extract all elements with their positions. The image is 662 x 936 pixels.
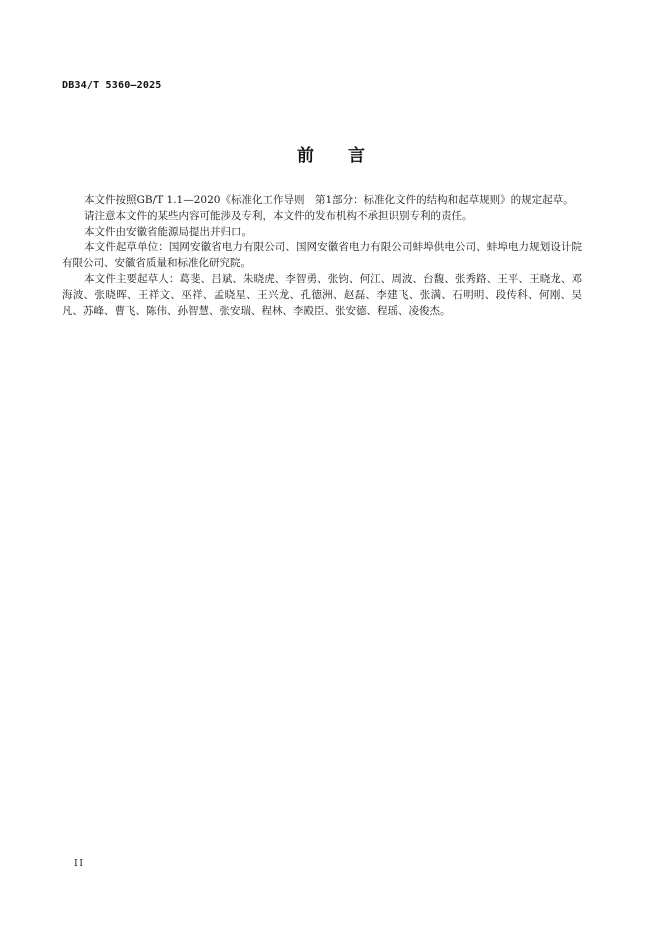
preface-body bbox=[62, 193, 582, 319]
paragraph-proposer: 本文件由安徽省能源局提出并归口。 bbox=[84, 225, 253, 238]
paragraph-drafting-rules: 本文件按照GB/T 1.1—2020《标准化工作导则 第1部分：标准化文件的结构和起草规则》的规定起草。 bbox=[84, 194, 574, 206]
paragraph-drafting-units: 本文件起草单位：国网安徽省电力有限公司、国网安徽省电力有限公司蚌埠供电公司、蚌埠电力规划设计院有限公司、安徽省质量和标准化研究院。 bbox=[62, 241, 582, 270]
preface-title: 前 言 bbox=[297, 146, 365, 166]
document-number-header: DB34/T 5360—2025 bbox=[62, 80, 162, 91]
paragraph-main-drafters: 本文件主要起草人：葛斐、吕斌、朱晓虎、李智勇、张钧、何江、周波、台馥、张秀路、王平、王晓龙、邓海波、张晓晖、王祥文、巫祥、孟晓星、王兴龙、孔德洲、赵磊、李建飞、张满、石明明、段传科、何刚、吴凡、苏峰、曹飞、陈伟、孙智慧、张安瑞、程林、李殿臣、张安德、程瑶、凌俊杰。 bbox=[62, 272, 582, 317]
page-number: II bbox=[74, 858, 85, 869]
paragraph-patent-notice: 请注意本文件的某些内容可能涉及专利，本文件的发布机构不承担识别专利的责任。 bbox=[84, 209, 473, 222]
